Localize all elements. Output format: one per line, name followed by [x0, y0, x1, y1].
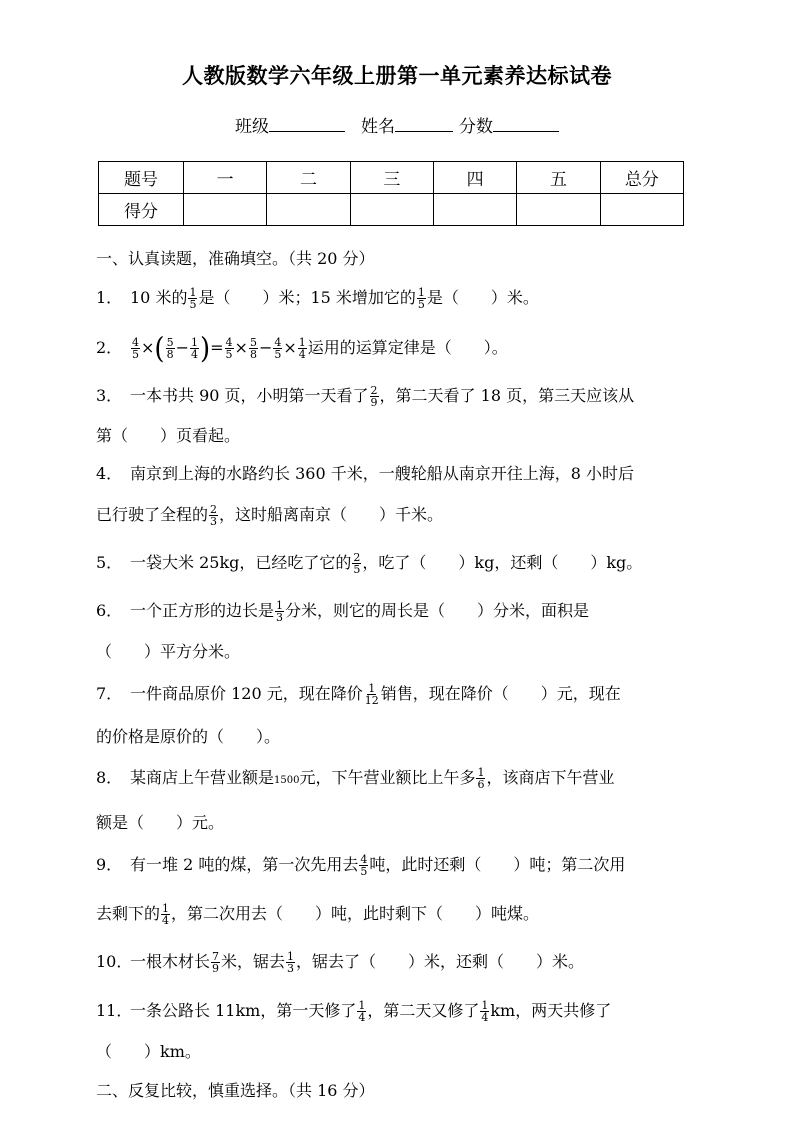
score-table — [98, 161, 684, 226]
section2-title: 二、反复比较，慎重选择。（共 16 分） — [96, 1081, 375, 1100]
minus-symbol: − — [175, 338, 189, 357]
header-cell-5: 五 — [517, 162, 600, 194]
fraction-one-quarter: $\frac{1}{4}$ — [162, 902, 170, 927]
fraction-two-fifths: $\frac{2}{5}$ — [353, 551, 361, 576]
question-text: 是（ ）米；15 米增加它的 — [198, 288, 416, 307]
score-row-label: 得分 — [99, 194, 184, 226]
times-symbol: × — [234, 338, 248, 357]
fraction-four-fifths: $\frac{4}{5}$ — [225, 336, 233, 361]
header-cell-1: 一 — [184, 162, 267, 194]
question-7 — [96, 683, 621, 706]
question-text: 10 米的 — [130, 288, 188, 307]
class-blank[interactable] — [269, 114, 345, 132]
question-number: 2． — [96, 338, 123, 357]
question-8-continued: 额是（ ）元。 — [96, 813, 225, 832]
fraction-one-fifth: $\frac{1}{5}$ — [417, 286, 425, 311]
fraction-seven-ninths: $\frac{7}{9}$ — [212, 950, 220, 975]
fraction-one-third: $\frac{1}{3}$ — [276, 599, 284, 624]
question-text: 南京到上海的水路约长 360 千米，一艘轮船从南京开往上海，8 小时后 — [130, 464, 634, 483]
question-8 — [96, 767, 615, 791]
question-text: ，第二次用去（ ）吨，此时剩下（ ）吨煤。 — [171, 904, 540, 923]
fraction-four-fifths: $\frac{4}{5}$ — [274, 336, 282, 361]
question-2 — [96, 332, 508, 365]
fraction-one-third: $\frac{1}{3}$ — [287, 950, 295, 975]
score-table-score-row — [99, 194, 684, 226]
student-info-line — [0, 112, 794, 137]
minus-symbol: − — [258, 338, 273, 357]
question-10 — [96, 951, 584, 974]
question-11 — [96, 1000, 611, 1023]
score-table-header-row — [99, 162, 684, 194]
left-paren: ( — [154, 332, 165, 365]
question-number: 10． — [96, 952, 133, 971]
question-text: 一条公路长 11km，第一天修了 — [130, 1001, 357, 1020]
question-text: 一袋大米 25kg，已经吃了它的 — [130, 553, 352, 572]
header-cell-3: 三 — [350, 162, 433, 194]
question-text: 吨，此时还剩（ ）吨；第二次用 — [369, 855, 626, 874]
score-cell-1[interactable] — [184, 194, 267, 226]
times-symbol: × — [141, 338, 155, 357]
question-text: 已行驶了全程的 — [96, 505, 209, 524]
question-text: 是（ ）米。 — [426, 288, 539, 307]
question-text: 元，下午营业额比上午多 — [299, 768, 476, 787]
question-text: ，第二天又修了 — [367, 1001, 480, 1020]
question-text: 一个正方形的边长是 — [130, 601, 275, 620]
times-symbol: × — [283, 338, 297, 357]
question-number: 7． — [96, 684, 123, 703]
question-11-continued: （ ）km。 — [96, 1042, 201, 1061]
question-text: 米，锯去 — [221, 952, 286, 971]
question-6 — [96, 600, 589, 623]
name-label: 姓名 — [361, 117, 395, 137]
fraction-five-eighths: $\frac{5}{8}$ — [249, 336, 257, 361]
section1-title: 一、认真读题，准确填空。（共 20 分） — [96, 249, 375, 268]
amount-text: 1500 — [274, 775, 300, 786]
fraction-five-eighths: $\frac{5}{8}$ — [166, 336, 174, 361]
question-text: 一件商品原价 120 元，现在降价 — [130, 684, 363, 703]
question-text: 某商店上午营业额是 — [130, 768, 275, 787]
score-cell-4[interactable] — [433, 194, 516, 226]
question-9-continued — [96, 903, 539, 926]
class-label: 班级 — [235, 117, 269, 137]
header-cell-4: 四 — [433, 162, 516, 194]
fraction-four-fifths: $\frac{4}{5}$ — [132, 336, 139, 361]
fraction-two-thirds: $\frac{2}{3}$ — [210, 503, 218, 528]
question-1 — [96, 287, 539, 310]
question-number: 5． — [96, 553, 123, 572]
fraction-one-quarter: $\frac{1}{4}$ — [190, 336, 198, 361]
question-3-continued: 第（ ）页看起。 — [96, 426, 241, 445]
fraction-one-quarter: $\frac{1}{4}$ — [481, 999, 489, 1024]
question-number: 11． — [96, 1001, 133, 1020]
question-7-continued: 的价格是原价的（ ）。 — [96, 727, 281, 746]
score-cell-total[interactable] — [600, 194, 683, 226]
question-3 — [96, 385, 634, 408]
score-label: 分数 — [459, 117, 493, 137]
question-4-continued — [96, 504, 443, 527]
question-number: 8． — [96, 768, 123, 787]
fraction-one-fifth: $\frac{1}{5}$ — [189, 286, 197, 311]
question-text: 去剩下的 — [96, 904, 161, 923]
score-cell-3[interactable] — [350, 194, 433, 226]
question-text: ，锯去了（ ）米，还剩（ ）米。 — [296, 952, 585, 971]
question-text: ，吃了（ ）kg，还剩（ ）kg。 — [362, 553, 643, 572]
question-number: 4． — [96, 464, 123, 483]
score-blank[interactable] — [493, 114, 559, 132]
question-text: 销售，现在降价（ ）元，现在 — [380, 684, 621, 703]
fraction-one-sixth: $\frac{1}{6}$ — [477, 766, 485, 791]
question-number: 3． — [96, 386, 123, 405]
question-text: ，该商店下午营业 — [486, 768, 615, 787]
header-cell-total: 总分 — [600, 162, 683, 194]
question-text: 分米，则它的周长是（ ）分米，面积是 — [285, 601, 590, 620]
question-text: 有一堆 2 吨的煤，第一次先用去 — [130, 855, 359, 874]
question-number: 6． — [96, 601, 123, 620]
header-cell-2: 二 — [267, 162, 350, 194]
fraction-four-fifths: $\frac{4}{5}$ — [360, 853, 368, 878]
fraction-one-quarter: $\frac{1}{4}$ — [358, 999, 366, 1024]
question-number: 9． — [96, 855, 123, 874]
right-paren: ) — [199, 332, 211, 365]
question-9 — [96, 854, 625, 877]
question-text: 运用的运算定律是（ ）。 — [307, 338, 508, 357]
question-text: 一本书共 90 页，小明第一天看了 — [130, 386, 369, 405]
question-text: ，这时船离南京（ ）千米。 — [219, 505, 444, 524]
fraction-one-quarter: $\frac{1}{4}$ — [298, 336, 306, 361]
equals-symbol: = — [210, 338, 224, 357]
name-blank[interactable] — [395, 114, 453, 132]
score-cell-2[interactable] — [267, 194, 350, 226]
question-number: 1． — [96, 288, 123, 307]
fraction-one-twelfth: $\frac{1}{12}$ — [364, 682, 379, 707]
question-text: 一根木材长 — [130, 952, 211, 971]
question-6-continued: （ ）平方分米。 — [96, 642, 241, 661]
question-text: ，第二天看了 18 页，第三天应该从 — [379, 386, 635, 405]
fraction-two-ninths: $\frac{2}{9}$ — [370, 384, 378, 409]
question-4 — [96, 464, 634, 484]
score-cell-5[interactable] — [517, 194, 600, 226]
exam-title: 人教版数学六年级上册第一单元素养达标试卷 — [182, 64, 612, 88]
question-text: km，两天共修了 — [490, 1001, 612, 1020]
header-cell-question-no: 题号 — [99, 162, 184, 194]
question-5 — [96, 552, 642, 575]
